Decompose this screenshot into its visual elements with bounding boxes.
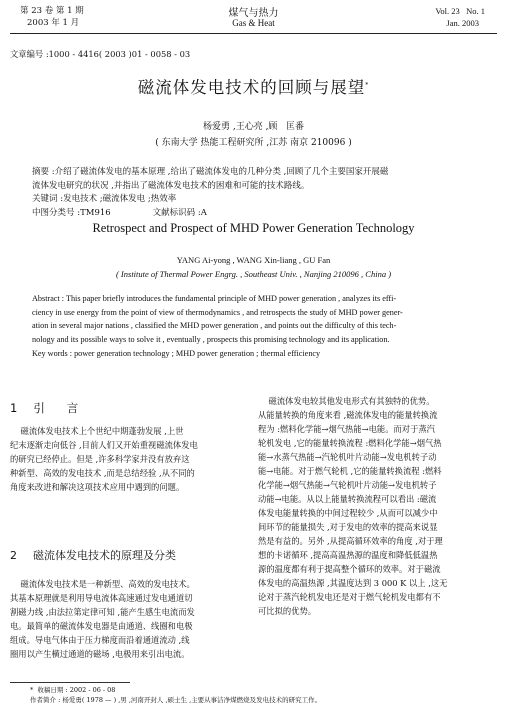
paragraph-line: 电。最简单的磁流体发电器是由通道、线圈和电极 bbox=[10, 621, 193, 631]
affiliation-en: ( Institute of Thermal Power Engrg. , Southeast Univ. , Nanjing 210096 , China ) bbox=[115, 269, 392, 279]
paragraph-line: 体发电的高温热源 ,其温度达到 3 000 K 以上 ,这无 bbox=[258, 578, 448, 588]
paragraph-line: 能→电能。对于燃气轮机 ,它的能量转换流程 :燃料 bbox=[258, 466, 442, 476]
section-heading-2 bbox=[10, 547, 176, 563]
title-cn-text: 磁流体发电技术的回顾与展望 bbox=[137, 78, 366, 97]
paragraph-line: 化学能→烟气热能→气轮机叶片动能→发电机转子 bbox=[258, 480, 437, 490]
paragraph-line: 程为 :燃料化学能→烟气热能→电能。而对于蒸汽 bbox=[258, 424, 435, 434]
intro-paragraph bbox=[10, 424, 246, 494]
journal-name-en: Gas & Heat bbox=[232, 18, 275, 28]
volume-label: Vol. 23 No. 1 bbox=[435, 6, 485, 16]
paragraph-line: 可比拟的优势。 bbox=[258, 606, 317, 616]
authors-cn: 杨爱勇 ,王心亮 ,顾 匡番 bbox=[202, 122, 305, 132]
abstract-en bbox=[32, 292, 477, 361]
paragraph-line: 间环节的能量损失 ,对于发电的效率的提高来说显 bbox=[258, 522, 438, 532]
paragraph-line: 体发电能量转换的中间过程较少 ,从而可以减少中 bbox=[258, 508, 438, 518]
paragraph-line: 论对于蒸汽轮机发电还是对于燃气轮机发电都有不 bbox=[258, 592, 441, 602]
paragraph-line: 种新型、高效的发电技术 ,而是总结经验 ,从不同的 bbox=[10, 468, 195, 478]
abstract-en-line: ation in several major nations , classified the MHD power generation , and points out the difficulty of this tech- bbox=[32, 321, 397, 331]
footnote bbox=[30, 686, 321, 705]
principle-paragraph bbox=[10, 577, 246, 661]
footnote-author-bio: 作者简介 : 杨爱勇( 1978 — ) ,男 ,河南开封人 ,硕士生 ,主要从事洁净煤燃烧及发电技术的研究工作。 bbox=[30, 695, 322, 704]
paragraph-line: 动能→电能。从以上能量转换流程可以看出 :磁流 bbox=[258, 494, 437, 504]
footnote-rule bbox=[10, 682, 130, 683]
section-title: 磁流体发电技术的原理及分类 bbox=[33, 549, 176, 562]
paragraph-line: 轮机发电 ,它的能量转换流程 :燃料化学能→烟气热 bbox=[258, 438, 442, 448]
keywords-cn: 关键词 :发电技术 ;磁流体发电 ;热效率 bbox=[32, 194, 177, 204]
affiliation-cn: ( 东南大学 热能工程研究所 ,江苏 南京 210096 ) bbox=[155, 138, 352, 148]
paragraph-line: 圈用以产生横过通道的磁场 ,电极用来引出电流。 bbox=[10, 649, 190, 659]
abstract-en-line: ciency in use energy from the point of view of thermodynamics , and retrospects the study of MHD power gener- bbox=[32, 307, 403, 317]
title-cn bbox=[0, 74, 507, 98]
paragraph-line: 能→水蒸气热能→汽轮机叶片动能→发电机转子动 bbox=[258, 452, 437, 462]
paragraph-line: 磁流体发电较其他发电形式有其独特的优势。 bbox=[258, 396, 435, 406]
abstract-en-line: Abstract : This paper briefly introduces the fundamental principle of MHD power generation , analyzes its effi- bbox=[32, 294, 397, 303]
class-number: 中图分类号 :TM916 bbox=[32, 207, 111, 218]
title-footnote-mark: * bbox=[365, 81, 370, 89]
paragraph-line: 其基本原理就是利用导电流体高速通过发电通道切 bbox=[10, 593, 193, 603]
date-label-cn: 2003 年 1 月 bbox=[27, 18, 80, 28]
classification-row bbox=[32, 207, 388, 221]
footnote-received: * 收稿日期 : 2002 - 06 - 08 bbox=[30, 686, 116, 694]
abstract-cn-line: 流体发电研究的状况 ,并指出了磁流体发电技术的困难和可能的技术路线。 bbox=[32, 180, 310, 191]
section-title: 引 言 bbox=[33, 401, 79, 415]
abstract-cn-line: 摘要 :介绍了磁流体发电的基本原理 ,给出了磁流体发电的几种分类 ,回顾了几个主要国家开展磁 bbox=[32, 167, 389, 177]
paragraph-line: 割磁力线 ,由法拉第定律可知 ,能产生感生电流而发 bbox=[10, 607, 195, 617]
authors-en: YANG Ai-yong , WANG Xin-liang , GU Fan bbox=[176, 255, 331, 265]
paragraph-line: 角度来改进和解决这项技术应用中遇到的问题。 bbox=[10, 482, 185, 492]
advantage-paragraph bbox=[258, 394, 498, 618]
paragraph-line: 磁流体发电技术是一种新型、高效的发电技术。 bbox=[10, 579, 195, 589]
paragraph-line: 源的温度都有利于提高整个循环的效率。对于磁流 bbox=[258, 564, 441, 574]
paragraph-line: 磁流体发电技术上个世纪中期蓬勃发展 ,上世 bbox=[10, 426, 184, 436]
section-number: 2 bbox=[10, 549, 17, 562]
journal-name-cn: 煤气与热力 bbox=[228, 8, 279, 19]
paragraph-line: 纪末逐渐走向低谷 ,目前人们又开始重视磁流体发电 bbox=[10, 440, 198, 450]
keywords-en: Key words : power generation technology ; MHD power generation ; thermal efficiency bbox=[32, 348, 321, 358]
abstract-en-line: nology and its possible ways to solve it , eventually , prospects this promising technology and its application. bbox=[32, 335, 390, 345]
paragraph-line: 从能量转换的角度来看 ,磁流体发电的能量转换流 bbox=[258, 410, 438, 420]
title-en: Retrospect and Prospect of MHD Power Generation Technology bbox=[92, 221, 415, 235]
paragraph-line: 想的卡诺循环 ,提高高温热源的温度和降低低温热 bbox=[258, 550, 438, 560]
document-code: 文献标识码 :A bbox=[152, 207, 207, 218]
section-number: 1 bbox=[10, 401, 18, 415]
abstract-cn bbox=[32, 166, 388, 220]
paragraph-line: 的研究已经停止。但是 ,许多科学家并没有放弃这 bbox=[10, 454, 190, 464]
paragraph-line: 组成。导电气体由于压力梯度而沿着通道流动 ,线 bbox=[10, 635, 190, 645]
header-rule bbox=[10, 33, 497, 34]
article-number: 文章编号 :1000 - 4416( 2003 )01 - 0058 - 03 bbox=[10, 49, 191, 59]
date-label-en: Jan. 2003 bbox=[446, 18, 479, 28]
section-heading-1 bbox=[10, 400, 78, 416]
paragraph-line: 然是有益的。另外 ,从提高循环效率的角度 ,对于理 bbox=[258, 536, 443, 546]
issue-label: 第 23 卷 第 1 期 bbox=[20, 6, 84, 16]
